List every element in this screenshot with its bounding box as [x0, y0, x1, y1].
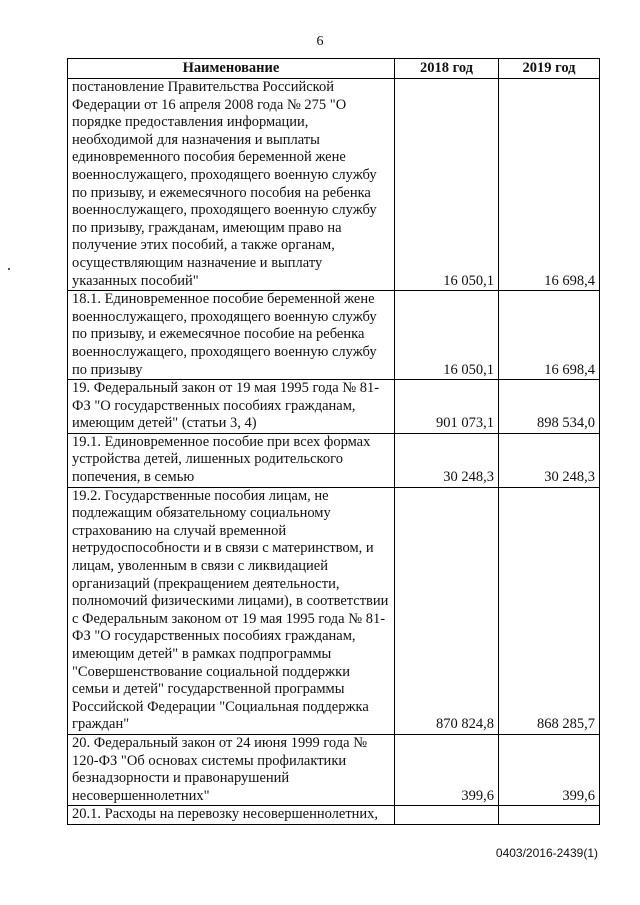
- row-value-2018: 870 824,8: [395, 487, 499, 734]
- header-2018: 2018 год: [395, 59, 499, 79]
- row-value-2019: 16 698,4: [499, 79, 600, 291]
- row-value-2018: 16 050,1: [395, 291, 499, 380]
- row-name: 19.1. Единовременное пособие при всех формах устройства детей, лишенных родительского попечения, в семью: [68, 433, 395, 487]
- row-name: 18.1. Единовременное пособие беременной жене военнослужащего, проходящего военную службу по призыву, и ежемесячное пособие на ребенка военнослужащего, проходящего военную службу по призыву: [68, 291, 395, 380]
- row-name: постановление Правительства Российской Федерации от 16 апреля 2008 года № 275 "О порядке предоставления информации, необходимой для назначения и выплаты единовременного пособия беременной жене военнослужащего, проходящего военную службу по призыву, и ежемесячного пособия на ребенка военнослужащего, проходящего военную службу по призыву, гражданам, имеющим право на получение этих пособий, а также органам, осуществляющим назначение и выплату указанных пособий": [68, 79, 395, 291]
- header-name: Наименование: [68, 59, 395, 79]
- row-value-2019: [499, 806, 600, 825]
- budget-table: [67, 58, 600, 825]
- header-2019: 2019 год: [499, 59, 600, 79]
- table-row: [68, 487, 600, 734]
- row-value-2019: 399,6: [499, 734, 600, 805]
- table-header-row: [68, 59, 600, 79]
- row-name: 19.2. Государственные пособия лицам, не подлежащим обязательному социальному страхованию на случай временной нетрудоспособности и в связи с материнством, и лицам, уволенным в связи с ликвидацией организаций (прекращением деятельности, полномочий физическими лицами), в соответствии с Федеральным законом от 19 мая 1995 года № 81-ФЗ "О государственных пособиях гражданам, имеющим детей" в рамках подпрограммы "Совершенствование социальной поддержки семьи и детей" государственной программы Российской Федерации "Социальная поддержка граждан": [68, 487, 395, 734]
- row-name: 20. Федеральный закон от 24 июня 1999 года № 120-ФЗ "Об основах системы профилактики безнадзорности и правонарушений несовершеннолетних": [68, 734, 395, 805]
- row-value-2019: 16 698,4: [499, 291, 600, 380]
- row-value-2018: 399,6: [395, 734, 499, 805]
- table-row: [68, 433, 600, 487]
- table-row: [68, 806, 600, 825]
- table-row: [68, 79, 600, 291]
- row-value-2018: 30 248,3: [395, 433, 499, 487]
- row-value-2018: 901 073,1: [395, 380, 499, 434]
- row-value-2019: 898 534,0: [499, 380, 600, 434]
- row-value-2018: [395, 806, 499, 825]
- row-name: 19. Федеральный закон от 19 мая 1995 года № 81-ФЗ "О государственных пособиях гражданам, имеющим детей" (статьи 3, 4): [68, 380, 395, 434]
- table-row: [68, 734, 600, 805]
- row-value-2018: 16 050,1: [395, 79, 499, 291]
- document-code: 0403/2016-2439(1): [495, 846, 598, 860]
- row-name: 20.1. Расходы на перевозку несовершеннолетних,: [68, 806, 395, 825]
- row-value-2019: 868 285,7: [499, 487, 600, 734]
- page-number: 6: [316, 34, 324, 49]
- table-row: [68, 380, 600, 434]
- table-row: [68, 291, 600, 380]
- scan-artifact: [8, 268, 10, 270]
- row-value-2019: 30 248,3: [499, 433, 600, 487]
